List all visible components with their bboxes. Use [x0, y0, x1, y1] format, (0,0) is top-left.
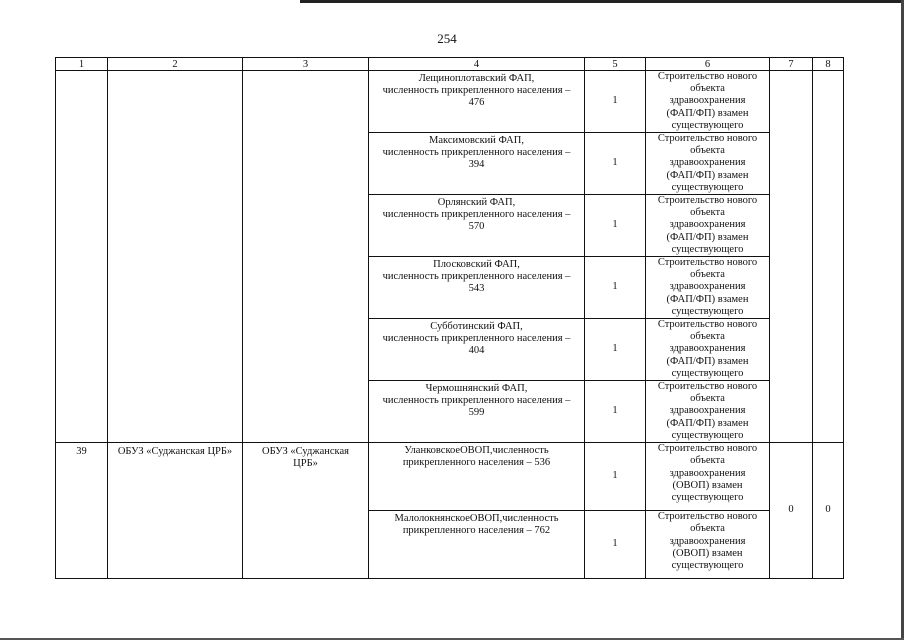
facility-population-value: 394 [468, 159, 485, 171]
action-cell [646, 443, 770, 511]
action-line: Строительство нового [657, 257, 758, 269]
facility-cell [369, 381, 585, 443]
facility-population-value: 404 [468, 345, 485, 357]
action-line: (ФАП/ФП) взамен [666, 417, 749, 429]
action-cell [646, 319, 770, 381]
facility-name: Орлянский ФАП, [437, 197, 516, 209]
facility-cell [369, 195, 585, 257]
action-line: существующего [671, 243, 744, 255]
facility-cell [369, 511, 585, 579]
cell-col-2-continued [108, 71, 243, 443]
organization-line: ОБУЗ «Суджанская [262, 446, 349, 458]
action-cell [646, 511, 770, 579]
facility-population-value: 599 [468, 407, 485, 419]
facility-population-label: прикрепленного населения – 762 [402, 525, 551, 537]
facility-name: Лещиноплотавский ФАП, [418, 73, 535, 84]
facility-population-label: численность прикрепленного населения – [382, 333, 571, 345]
facility-name: МалолокнянскоеОВОП,численность [394, 513, 559, 525]
count-cell: 1 [585, 133, 646, 195]
facility-cell [369, 443, 585, 511]
count-cell: 1 [585, 195, 646, 257]
row-number-cell: 39 [56, 443, 108, 579]
facility-name: Плосковский ФАП, [433, 259, 520, 271]
table-row [56, 443, 844, 511]
action-line: Строительство нового [657, 71, 758, 82]
scan-edge-top [300, 0, 904, 3]
action-line: Строительство нового [657, 319, 758, 331]
facility-population-label: численность прикрепленного населения – [382, 209, 571, 221]
action-line: здравоохранения [669, 281, 746, 293]
header-col-2: 2 [108, 58, 243, 71]
header-col-7: 7 [770, 58, 813, 71]
facility-cell [369, 71, 585, 133]
cell-col-1-continued [56, 71, 108, 443]
action-cell [646, 257, 770, 319]
facility-population-label: численность прикрепленного населения – [382, 85, 571, 97]
facility-cell [369, 319, 585, 381]
action-line: (ФАП/ФП) взамен [666, 355, 749, 367]
header-row [56, 58, 844, 71]
action-line: Строительство нового [657, 511, 758, 523]
action-line: (ФАП/ФП) взамен [666, 231, 749, 243]
facility-population-label: численность прикрепленного населения – [382, 271, 571, 283]
facility-population-value: 476 [468, 97, 485, 109]
header-col-4: 4 [369, 58, 585, 71]
organization-cell: ОБУЗ «Суджанская ЦРБ» [108, 443, 243, 579]
header-col-6: 6 [646, 58, 770, 71]
action-line: существующего [671, 429, 744, 441]
cell-col-3-continued [243, 71, 369, 443]
action-line: Строительство нового [657, 133, 758, 145]
action-line: (ОВОП) взамен [672, 479, 743, 491]
value-cell-col-7: 0 [770, 443, 813, 579]
action-line: (ФАП/ФП) взамен [666, 169, 749, 181]
facility-population-label: численность прикрепленного населения – [382, 147, 571, 159]
action-line: объекта [690, 331, 725, 343]
action-line: Строительство нового [657, 381, 758, 393]
action-line: здравоохранения [669, 95, 746, 107]
organization-cell [243, 443, 369, 579]
count-cell: 1 [585, 443, 646, 511]
organization-line: ЦРБ» [293, 458, 318, 470]
action-line: здравоохранения [669, 343, 746, 355]
action-cell [646, 71, 770, 133]
count-cell: 1 [585, 257, 646, 319]
page-number: 254 [437, 31, 457, 46]
action-line: существующего [671, 367, 744, 379]
facility-name: УланковскоеОВОП,численность [404, 445, 549, 457]
cell-col-7-continued [770, 71, 813, 443]
facility-population-value: 570 [468, 221, 485, 233]
action-line: объекта [690, 83, 725, 95]
facility-population-label: численность прикрепленного населения – [382, 395, 571, 407]
action-cell [646, 381, 770, 443]
facility-name: Субботинский ФАП, [430, 321, 523, 333]
count-cell: 1 [585, 511, 646, 579]
facility-population-label: прикрепленного населения – 536 [402, 457, 551, 469]
action-line: существующего [671, 119, 744, 131]
action-line: здравоохранения [669, 405, 746, 417]
count-cell: 1 [585, 71, 646, 133]
header-col-5: 5 [585, 58, 646, 71]
action-line: объекта [690, 455, 725, 467]
action-cell [646, 195, 770, 257]
action-line: существующего [671, 559, 744, 571]
action-line: здравоохранения [669, 157, 746, 169]
action-line: (ФАП/ФП) взамен [666, 107, 749, 119]
action-line: здравоохранения [669, 467, 746, 479]
action-line: здравоохранения [669, 535, 746, 547]
count-cell: 1 [585, 381, 646, 443]
facility-name: Максимовский ФАП, [429, 135, 524, 147]
facility-cell [369, 133, 585, 195]
action-line: Строительство нового [657, 443, 758, 455]
action-line: (ОВОП) взамен [672, 547, 743, 559]
count-cell: 1 [585, 319, 646, 381]
action-line: здравоохранения [669, 219, 746, 231]
facility-cell [369, 257, 585, 319]
action-line: объекта [690, 269, 725, 281]
table-row [56, 71, 844, 133]
action-line: существующего [671, 491, 744, 503]
header-col-3: 3 [243, 58, 369, 71]
facility-name: Чермошнянский ФАП, [425, 383, 528, 395]
action-line: Строительство нового [657, 195, 758, 207]
action-cell [646, 133, 770, 195]
action-line: объекта [690, 523, 725, 535]
action-line: объекта [690, 393, 725, 405]
cell-col-8-continued [813, 71, 844, 443]
action-line: (ФАП/ФП) взамен [666, 293, 749, 305]
header-col-8: 8 [813, 58, 844, 71]
header-col-1: 1 [56, 58, 108, 71]
document-table [55, 57, 844, 579]
value-cell-col-8: 0 [813, 443, 844, 579]
action-line: существующего [671, 305, 744, 317]
action-line: объекта [690, 207, 725, 219]
action-line: объекта [690, 145, 725, 157]
action-line: существующего [671, 181, 744, 193]
facility-population-value: 543 [468, 283, 485, 295]
